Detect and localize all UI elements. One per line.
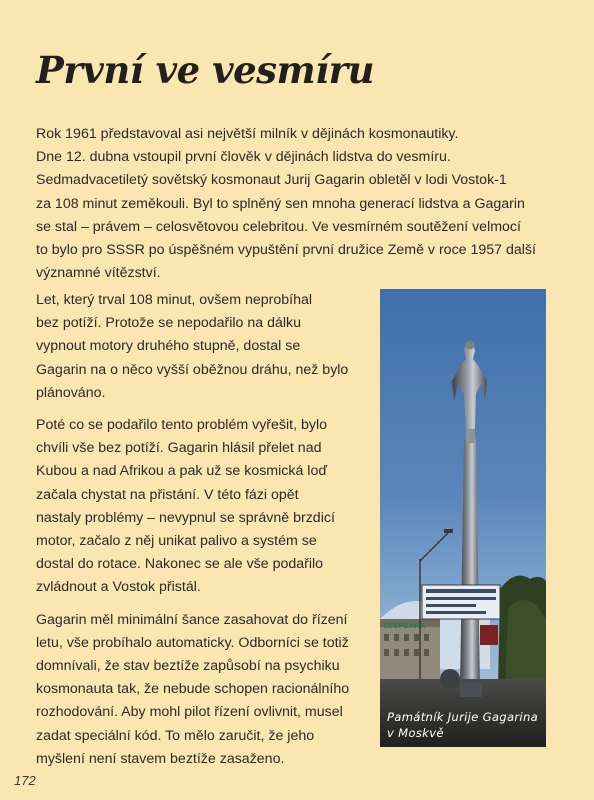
text-line: Poté co se podařilo tento problém vyřešit, bylo [36, 417, 327, 434]
text-line: rozhodování. Aby mohl pilot řízení ovlivnit, musel [36, 704, 343, 721]
text-line: Kubou a nad Afrikou a pak už se kosmická loď [36, 463, 328, 480]
text-line: dostal do rotace. Nakonec se ale vše podařilo [36, 556, 324, 573]
text-line: zvládnout a Vostok přistál. [36, 579, 201, 596]
text-line: se stal – právem – celosvětovou celebritou. Ve vesmírném soutěžení velmocí [36, 218, 521, 235]
text-line: Rok 1961 představoval asi největší milník v dějinách kosmonautiky. [36, 126, 459, 142]
monument-photo [380, 289, 546, 747]
text-line: domnívali, že stav beztíže zapůsobí na psychiku [36, 658, 340, 675]
page-number: 172 [14, 773, 36, 788]
text-line: to bylo pro SSSR po úspěšném vypuštění první družice Země v roce 1957 další [36, 242, 536, 259]
text-line: Dne 12. dubna vstoupil první člověk v dějinách lidstva do vesmíru. [36, 149, 451, 166]
text-line: začala chystat na přistání. V této fázi opět [36, 486, 299, 503]
page-title: První ve vesmíru [36, 48, 375, 92]
body-paragraph [36, 609, 368, 771]
text-line: motor, začalo z něj unikat palivo a systém se [36, 533, 317, 550]
text-line: vypnout motory druhého stupně, dostal se [36, 338, 301, 355]
text-line: kosmonauta tak, že nebude schopen racionálního [36, 681, 350, 698]
body-column [36, 289, 368, 780]
text-line: nastaly problémy – nevypnul se správně brzdicí [36, 509, 335, 526]
bank-sign: СБЕРБАНК [383, 622, 426, 630]
text-line: letu, vše probíhalo automaticky. Odborníci se totiž [36, 634, 349, 651]
body-paragraph [36, 289, 368, 405]
body-paragraph [36, 414, 368, 600]
text-line: za 108 minut zeměkouli. Byl to splněný sen mnoha generací lidstva a Gagarin [36, 195, 525, 212]
text-line: Gagarin na o něco vyšší oběžnou dráhu, než bylo [36, 361, 349, 378]
text-line: Gagarin měl minimální šance zasahovat do řízení [36, 611, 348, 628]
text-line: plánováno. [36, 384, 106, 401]
globe-sculpture [440, 669, 460, 689]
text-line: zadat speciální kód. To mělo zaručit, že jeho [36, 727, 315, 744]
photo-caption [387, 709, 542, 741]
monument-illustration [380, 289, 546, 747]
intro-paragraph [36, 123, 566, 285]
caption-line: Památník Jurije Gagarina [387, 710, 538, 724]
text-line: bez potíží. Protože se nepodařilo na dálku [36, 315, 302, 332]
text-line: myšlení není stavem beztíže zasaženo. [36, 750, 285, 767]
text-line: Let, který trval 108 minut, ovšem neprobíhal [36, 292, 313, 308]
text-line: významné vítězství. [36, 265, 161, 282]
text-line: chvíli vše bez potíží. Gagarin hlásil přelet nad [36, 440, 322, 457]
caption-line: v Moskvě [387, 726, 444, 740]
text-line: Sedmadvacetiletý sovětský kosmonaut Jurij Gagarin obletěl v lodi Vostok-1 [36, 172, 507, 189]
